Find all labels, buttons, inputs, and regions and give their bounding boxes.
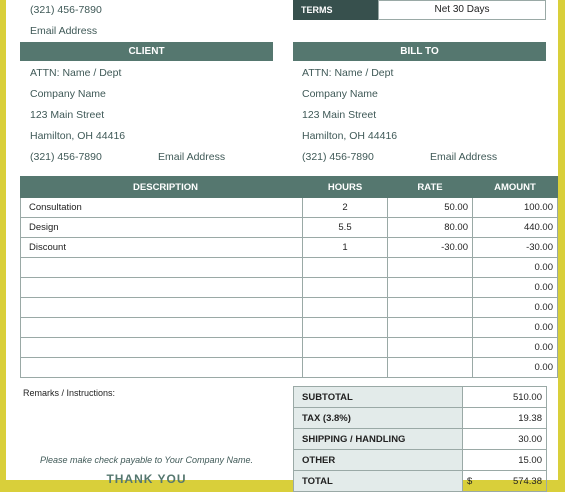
totals-row-tax: [294, 408, 547, 429]
item-description: [21, 298, 303, 318]
tax-value: 19.38: [463, 408, 547, 429]
table-row: [21, 198, 558, 218]
total-value: 574.38: [512, 475, 542, 487]
total-currency: $: [467, 475, 473, 487]
bill-to-header: BILL TO: [293, 42, 546, 61]
table-row: [21, 278, 558, 298]
item-amount: 0.00: [473, 318, 558, 338]
header-hours: HOURS: [303, 177, 388, 198]
terms-value: Net 30 Days: [378, 0, 546, 20]
other-value: 15.00: [463, 450, 547, 471]
item-hours: [303, 278, 388, 298]
item-amount: 0.00: [473, 298, 558, 318]
item-hours: 1: [303, 238, 388, 258]
table-row: [21, 218, 558, 238]
payable-note: Please make check payable to Your Company Name.: [40, 455, 253, 465]
item-amount: 0.00: [473, 278, 558, 298]
item-hours: 5.5: [303, 218, 388, 238]
terms-label: TERMS: [293, 0, 378, 20]
total-label: TOTAL: [294, 471, 463, 492]
totals-table: [293, 386, 547, 492]
bill-to-phone: (321) 456-7890: [302, 151, 374, 163]
item-rate: -30.00: [388, 238, 473, 258]
item-hours: [303, 318, 388, 338]
item-amount: -30.00: [473, 238, 558, 258]
item-rate: [388, 278, 473, 298]
table-row: [21, 338, 558, 358]
item-description: [21, 358, 303, 378]
table-row: [21, 238, 558, 258]
item-description: Design: [21, 218, 303, 238]
table-row: [21, 318, 558, 338]
table-row: [21, 298, 558, 318]
item-description: [21, 338, 303, 358]
sender-phone: (321) 456-7890: [30, 4, 102, 16]
item-description: [21, 318, 303, 338]
client-street: 123 Main Street: [30, 109, 105, 121]
item-rate: [388, 298, 473, 318]
subtotal-value: 510.00: [463, 387, 547, 408]
subtotal-label: SUBTOTAL: [294, 387, 463, 408]
item-hours: 2: [303, 198, 388, 218]
item-rate: [388, 358, 473, 378]
table-row: [21, 358, 558, 378]
client-header: CLIENT: [20, 42, 273, 61]
table-row: [21, 258, 558, 278]
item-amount: 100.00: [473, 198, 558, 218]
item-rate: [388, 318, 473, 338]
bill-to-email: Email Address: [430, 151, 498, 163]
item-description: Consultation: [21, 198, 303, 218]
item-amount: 0.00: [473, 358, 558, 378]
bill-to-street: 123 Main Street: [302, 109, 377, 121]
tax-label: TAX (3.8%): [294, 408, 463, 429]
totals-row-shipping: [294, 429, 547, 450]
line-items-table: [20, 176, 558, 378]
remarks-label: Remarks / Instructions:: [23, 388, 116, 398]
item-amount: 0.00: [473, 338, 558, 358]
item-description: [21, 278, 303, 298]
shipping-label: SHIPPING / HANDLING: [294, 429, 463, 450]
item-description: [21, 258, 303, 278]
totals-row-other: [294, 450, 547, 471]
line-items-header-row: [21, 177, 558, 198]
item-hours: [303, 358, 388, 378]
item-amount: 0.00: [473, 258, 558, 278]
header-description: DESCRIPTION: [21, 177, 303, 198]
totals-row-subtotal: [294, 387, 547, 408]
item-hours: [303, 338, 388, 358]
item-rate: [388, 338, 473, 358]
totals-row-total: [294, 471, 547, 492]
item-rate: [388, 258, 473, 278]
bill-to-company: Company Name: [302, 88, 378, 100]
thank-you: THANK YOU: [106, 472, 187, 486]
bill-to-city: Hamilton, OH 44416: [302, 130, 398, 142]
header-rate: RATE: [388, 177, 473, 198]
client-phone: (321) 456-7890: [30, 151, 102, 163]
client-city: Hamilton, OH 44416: [30, 130, 126, 142]
item-hours: [303, 298, 388, 318]
sender-email: Email Address: [30, 25, 98, 37]
client-company: Company Name: [30, 88, 106, 100]
bill-to-attn: ATTN: Name / Dept: [302, 67, 394, 79]
item-amount: 440.00: [473, 218, 558, 238]
header-amount: AMOUNT: [473, 177, 558, 198]
item-rate: 80.00: [388, 218, 473, 238]
item-rate: 50.00: [388, 198, 473, 218]
item-hours: [303, 258, 388, 278]
total-cell: [463, 471, 547, 492]
client-email: Email Address: [158, 151, 226, 163]
client-attn: ATTN: Name / Dept: [30, 67, 122, 79]
invoice-sheet: [6, 0, 558, 487]
shipping-value: 30.00: [463, 429, 547, 450]
other-label: OTHER: [294, 450, 463, 471]
item-description: Discount: [21, 238, 303, 258]
